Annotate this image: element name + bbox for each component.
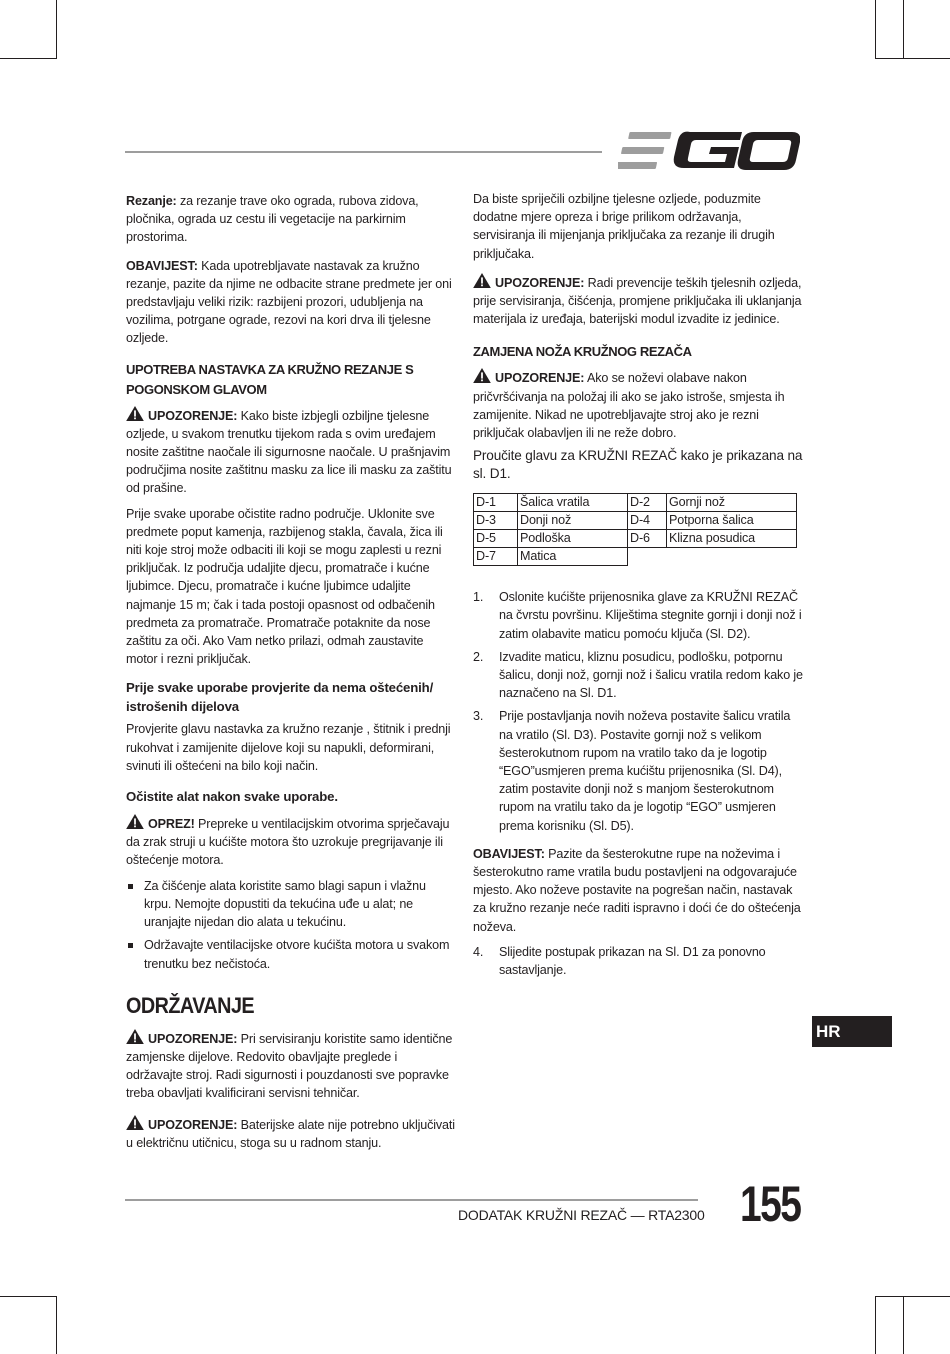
crop-mark xyxy=(0,1296,57,1297)
crop-mark xyxy=(0,58,57,59)
crop-mark xyxy=(56,0,57,58)
cutting-paragraph: Rezanje: za rezanje trave oko ograda, rubova zidova, pločnika, ograda uz cestu ili vegetacije na parkirnim prostorima. xyxy=(126,194,419,245)
crop-mark xyxy=(903,0,904,58)
warning-icon xyxy=(126,406,144,421)
warning-service: UPOZORENJE: Pri servisiranju koristite samo identične zamjenske dijelove. Redovito obavljajte preglede i održavajte stroj. Radi sigurnosti i pouzdanosti sve popravke treba obavljati kvalificirani servisni tehničar. xyxy=(126,1029,456,1103)
parts-table xyxy=(473,493,797,566)
bullet-icon xyxy=(128,943,133,948)
list-item: Za čišćenje alata koristite samo blagi sapun i vlažnu krpu. Nemojte dopustiti da tekućina uđe u alat; ne uranjajte nijedan dio alata u tekućinu. xyxy=(126,877,456,932)
list-item: Održavajte ventilacijske otvore kućišta motora u svakom trenutku bez nečistoća. xyxy=(126,936,456,972)
cleaning-list xyxy=(126,877,456,973)
caution-vents: OPREZ! Prepreke u ventilacijskim otvorima sprječavaju da zrak struji u kućište motora što uzrokuje pregrijavanje ili oštećenje motora. xyxy=(126,814,456,870)
warning-icon xyxy=(126,814,144,829)
steps-list xyxy=(473,588,803,835)
language-tab: HR xyxy=(812,1016,892,1047)
warning-battery: UPOZORENJE: Baterijske alate nije potrebno uključivati u električnu utičnicu, stoga su u radnom stanju. xyxy=(126,1115,456,1152)
crop-mark xyxy=(875,0,876,58)
section-heading-replace: ZAMJENA NOŽA KRUŽNOG REZAČA xyxy=(473,344,692,360)
warning-battery-remove: UPOZORENJE: Radi prevencije teških tjelesnih ozljeda, prije servisiranja, čišćenja, promjene priključaka ili uklanjanja materijala iz uređaja, baterijski modul izvadite iz jedinice. xyxy=(473,273,803,329)
warning-icon xyxy=(126,1115,144,1130)
table-row: D-3 Donji nož D-4 Potporna šalica xyxy=(474,512,797,530)
warning-icon xyxy=(126,1029,144,1044)
crop-mark xyxy=(875,58,950,59)
section-heading-check: Prije svake uporabe provjerite da nema oštećenih/ istrošenih dijelova xyxy=(126,680,434,715)
list-item: 3. Prije postavljanja novih noževa postavite šalicu vratila na vratilo (Sl. D3). Postavite gornji nož s velikom šesterokutnom rupom na vratilo tako da je logotip “EGO”usmjeren prema kućištu prijenosnika (Sl. D4), zatim postavite donji nož s manjom šesterokutnom rupom na vratilu tako da je logotip “EGO” usmjeren prema korisniku (Sl. D5). xyxy=(473,709,791,833)
page-number: 155 xyxy=(740,1176,801,1232)
left-column xyxy=(126,192,456,1159)
table-row: D-1 Šalica vratila D-2 Gornji nož xyxy=(474,494,797,512)
list-item: 2. Izvadite maticu, kliznu posudicu, podlošku, potpornu šalicu, donji nož, gornji nož i šalicu vratila redom kako je naznačeno na Sl. D1. xyxy=(473,649,803,701)
figure-reference: Proučite glavu za KRUŽNI REZAČ kako je prikazana na sl. D1. xyxy=(473,448,803,482)
table-row: D-5 Podloška D-6 Klizna posudica xyxy=(474,530,797,548)
crop-mark xyxy=(903,1296,904,1354)
warning-icon xyxy=(473,368,491,383)
warning-icon xyxy=(473,273,491,288)
section-heading-clean: Očistite alat nakon svake uporabe. xyxy=(126,789,338,805)
steps-list-continued xyxy=(473,943,803,979)
table-row: D-7 Matica xyxy=(474,548,797,566)
footer-rule xyxy=(125,1199,698,1201)
bullet-icon xyxy=(128,884,133,889)
precaution-paragraph: Da biste spriječili ozbiljne tjelesne ozljede, poduzmite dodatne mjere opreza i brige prilikom održavanja, servisiranja ili mijenjanja priključaka za rezanje ili drugih priključaka. xyxy=(473,192,775,261)
notice-hex: OBAVIJEST: Pazite da šesterokutne rupe na noževima i šesterokutno rame vratila budu postavljeni na odgovarajuće mjesto. Ako noževe postavite na pogrešan način, nastavak za kružno rezanje neće raditi ispravno i doći će do oštećenja noževa. xyxy=(473,846,801,934)
header-rule xyxy=(125,151,602,153)
warning-goggles: UPOZORENJE: Kako biste izbjegli ozbiljne tjelesne ozljede, u svakom trenutku tijekom rada s ovim uređajem nosite zaštitne naočale ili sigurnosne naočale. U prašnjavim područjima nosite zaštitnu masku za lice ili masku za zaštitu od prašine. xyxy=(126,406,456,498)
crop-mark xyxy=(875,1296,876,1354)
list-item: 4. Slijedite postupak prikazan na Sl. D1 za ponovno sastavljanje. xyxy=(473,944,766,978)
footer-title: DODATAK KRUŽNI REZAČ — RTA2300 xyxy=(458,1207,705,1223)
crop-mark xyxy=(875,1296,950,1297)
ego-logo xyxy=(618,130,800,172)
notice-paragraph: OBAVIJEST: Kada upotrebljavate nastavak za kružno rezanje, pazite da njime ne odbacite strane predmete jer oni predstavljaju veliki rizik: razbijeni prozori, udubljenja na vozilima, potrgane ograde, rezovi na kori drva ili tjelesne ozljede. xyxy=(126,258,452,346)
right-column xyxy=(473,190,803,985)
crop-mark xyxy=(56,1296,57,1354)
section-heading-usage: UPOTREBA NASTAVKA ZA KRUŽNO REZANJE S POGONSKOM GLAVOM xyxy=(126,361,414,397)
check-head-paragraph: Provjerite glavu nastavka za kružno rezanje , štitnik i prednji rukohvat i zamijenite dijelove koji su napukli, deformirani, svinuti ili oštećeni na bilo koji način. xyxy=(126,722,451,773)
warning-blades: UPOZORENJE: Ako se noževi olabave nakon pričvršćivanja na položaj ili ako se jako istroše, smjesta ih zamijenite. Nikad ne upotrebljavajte stroj ako je rezni priključak olabavljen ili ne reže dobro. xyxy=(473,368,803,442)
section-heading-maintenance: ODRŽAVANJE xyxy=(126,992,255,1018)
list-item: 1. Oslonite kućište prijenosnika glave za KRUŽNI REZAČ na čvrstu površinu. Kliještima stegnite gornji i donji nož i zatim olabavite maticu pomoću ključa (Sl. D2). xyxy=(473,590,802,641)
clean-area-paragraph: Prije svake uporabe očistite radno područje. Uklonite sve predmete poput kamenja, razbijenog stakla, čavala, žica ili niti koje stroj može odbaciti ili koji se mogu zaplesti u rezni priključak. Iz područja udaljite djecu, promatrače i kućne ljubimce. Djecu, promatrače i kućne ljubimce udaljite najmanje 15 m; čak i tada postoji opasnost od odbačenih predmeta za promatrače. Promatrače potaknite da nose zaštitu za oči. Ako Vam netko prilazi, odmah zaustavite motor i rezni priključak. xyxy=(126,506,443,667)
